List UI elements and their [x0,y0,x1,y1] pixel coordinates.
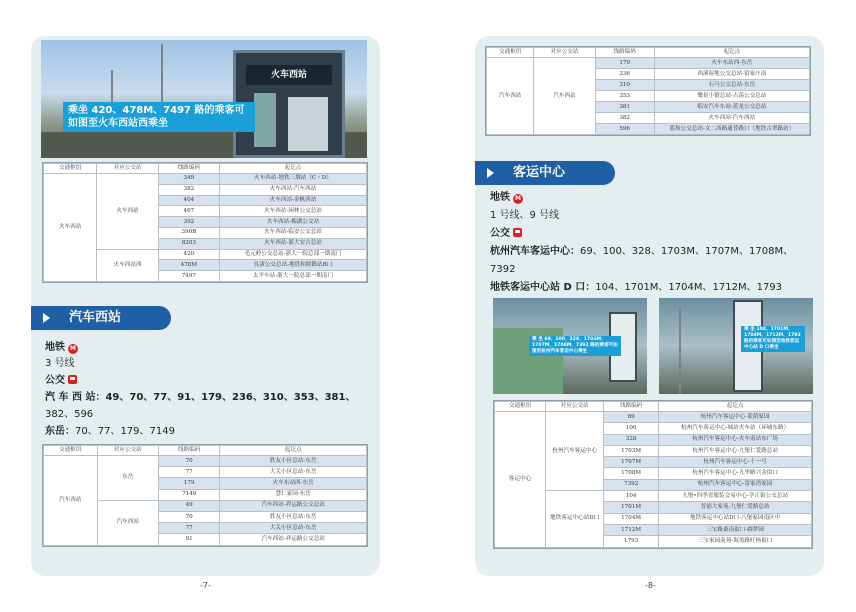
table-header: 线路编码 [604,402,659,412]
bus-line-2: 7392 [490,264,516,275]
stop-cell: 火车西站西 [97,249,158,281]
route-endpoints: 普德大家苑-九堡仁爱路总站 [659,502,812,513]
photo-caption: 乘坐 420、478M、7497 路的乘客可如图至火车西站西乘坐 [63,102,255,132]
route-endpoints: 太平车站-浙大一院总部一期南门 [220,271,367,282]
bus-west-route-table [42,444,368,547]
route-endpoints: 地铁客运中心站D口-八堡家园南区中 [659,513,812,524]
route-number: 478M [158,260,219,271]
passenger-center-route-table [493,400,813,549]
table-header: 线路编码 [158,164,219,174]
route-number: 7149 [159,489,220,500]
metro-icon: M [68,344,78,354]
bus-line-3: 地铁客运中心站 D 口：104、1701M、1704M、1712M、1793 [490,282,783,293]
table-row [44,174,367,185]
route-number: 392 [158,217,219,228]
metro-lines: 3 号线 [45,358,75,369]
route-endpoints: 火车西站-闲林公交总站 [220,206,367,217]
route-endpoints: 石马公交总站-东岳 [654,80,809,91]
route-number: 8203 [158,238,219,249]
section-header-passenger-center [475,161,615,185]
route-number: 596 [595,124,654,135]
route-number: 236 [595,69,654,80]
bus-line-1: 汽 车 西 站：49、70、77、91、179、236、310、353、381、 [45,392,356,403]
shelter-sign: 火车西站 [246,65,332,85]
route-endpoints: 火车东站西-东岳 [654,58,809,69]
passenger-center-photo-1 [493,298,647,394]
bus-line-2: 382、596 [45,409,94,420]
route-endpoints: 火车西站-汽车西站 [220,184,367,195]
section-title: 汽车西站 [69,310,122,325]
table-header: 交通枢纽 [487,48,534,58]
bus-line-1: 杭州汽车客运中心：69、100、328、1703M、1707M、1708M、 [490,246,794,257]
route-endpoints: 大关小区总站-东岳 [220,523,367,534]
route-endpoints: 杭州汽车客运中心-九堡仁爱路总站 [659,445,812,456]
table-header: 交通枢纽 [44,164,97,174]
table-header: 起讫点 [220,164,367,174]
table-header: 线路编码 [595,48,654,58]
route-endpoints: 西溪湿地公交总站-留家庄南 [654,69,809,80]
table-row [44,456,367,467]
route-number: 100 [604,423,659,434]
route-number: 1712M [604,524,659,535]
route-endpoints: 汽车西站-祥运路公交总站 [220,500,367,511]
route-number: 1793 [604,536,659,547]
stop-cell: 汽车西站 [97,500,158,545]
route-endpoints: 慧仁家园-东岳 [220,489,367,500]
metro-label: 地铁 M [45,340,78,355]
route-endpoints: 杭州汽车客运中心-城站火车站（环城东路） [659,423,812,434]
route-number: 1703M [604,445,659,456]
route-endpoints: 杭州汽车客运中心-十一号 [659,457,812,468]
hub-cell: 汽车西站 [487,58,534,135]
route-number: 1708M [604,468,659,479]
stop-cell: 汽车西站 [534,58,595,135]
route-endpoints: 三宝路桑南街口-圆梦园 [659,524,812,535]
route-endpoints: 胜友小区总站-东岳 [220,511,367,522]
route-endpoints: 篮和公交总站-文二西路通普路口（地铁古翠路站） [654,124,809,135]
route-endpoints: 火车西站-浙大安吉总站 [220,238,367,249]
route-number: 104 [604,491,659,502]
photo2-caption: 乘 坐 104、1701M、1704M、1712M、1793 路的乘客可如图至地铁客运中心站 D 口乘坐 [741,326,805,352]
table-header: 对应公交站 [97,164,158,174]
route-number: 404 [158,195,219,206]
page-number-right: -8- [645,581,656,590]
stop-cell: 火车西站 [97,174,158,250]
hub-cell: 汽车西站 [44,456,98,546]
bus-icon [68,375,77,384]
route-endpoints: 杭州汽车客运中心-九华路兴金街口 [659,468,812,479]
bus-icon [513,228,522,237]
metro-label: 地铁 M [490,190,523,205]
bus-label: 公交 [45,373,77,388]
page-number-left: -7- [200,581,211,590]
route-number: 381 [595,102,654,113]
bus-shelter-photo [41,40,367,158]
route-endpoints: 火车西站-楣湖公交站 [220,217,367,228]
route-number: 349 [158,174,219,185]
route-endpoints: 火车东站西-东岳 [220,478,367,489]
route-number: 467 [158,206,219,217]
triangle-icon [43,313,50,323]
route-endpoints: 胜友小区总站-东岳 [220,456,367,467]
route-number: 91 [159,534,220,545]
route-endpoints: 杭州汽车客运中心-蒙荫家园 [659,412,812,423]
west-station-route-table [42,162,368,283]
bus-line-3: 东岳：70、77、179、7149 [45,426,175,437]
table-header: 起讫点 [659,402,812,412]
table-header: 对应公交站 [534,48,595,58]
route-number: 7497 [158,271,219,282]
triangle-icon [487,168,494,178]
route-number: 70 [159,456,220,467]
metro-lines: 1 号线、9 号线 [490,210,560,221]
route-number: 179 [159,478,220,489]
route-number: 382 [595,113,654,124]
route-number: 310 [595,80,654,91]
bus-label: 公交 [490,226,522,241]
route-number: 77 [159,523,220,534]
left-page [31,36,380,576]
route-number: 382 [158,184,219,195]
table-header: 对应公交站 [97,446,158,456]
route-number: 69 [604,412,659,423]
photo1-caption: 乘 坐 69、100、328、1703M、1707M、1708M、7392 路的乘客可如图至杭州汽车客运中心乘坐 [529,336,621,356]
route-number: 390B [158,227,219,238]
section-title: 客运中心 [513,165,566,180]
route-endpoints: 九堡•四季青服装交易中心-学正街公交总站 [659,491,812,502]
route-number: 1704M [604,513,659,524]
route-number: 7392 [604,479,659,490]
table-header: 交通枢纽 [495,402,546,412]
table-header: 起讫点 [220,446,367,456]
bus-west-route-table-continued [485,46,811,136]
table-header: 线路编码 [159,446,220,456]
table-row [487,58,810,69]
route-number: 77 [159,467,220,478]
route-number: 1707M [604,457,659,468]
route-endpoints: 毛元岭公交总站-浙大一院总部一期南门 [220,249,367,260]
route-endpoints: 火车西站-临安公交总站 [220,227,367,238]
route-endpoints: 大关小区总站-东岳 [220,467,367,478]
hub-cell: 火车西站 [44,174,97,282]
route-endpoints: 良渚公交总站-地铁和睦路站B口 [220,260,367,271]
table-header: 起讫点 [654,48,809,58]
table-row [495,412,812,423]
route-endpoints: 三宝家园南苑-海盈路旺杨街口 [659,536,812,547]
passenger-center-photo-2 [659,298,813,394]
route-endpoints: 杭州汽车客运中心-雷家湾家园 [659,479,812,490]
hub-cell: 客运中心 [495,412,546,548]
table-header: 交通枢纽 [44,446,98,456]
stop-cell: 地铁客运中心站D口 [546,491,604,547]
route-endpoints: 汽车西站-祥运路公交总站 [220,534,367,545]
stop-cell: 杭州汽车客运中心 [546,412,604,491]
route-endpoints: 火车西站-地铁三墩站（C・D） [220,174,367,185]
route-number: 420 [158,249,219,260]
route-number: 70 [159,511,220,522]
route-endpoints: 杭州汽车客运中心-火车南站东广场 [659,434,812,445]
right-page [475,36,824,576]
table-header: 对应公交站 [546,402,604,412]
route-endpoints: 樂景小镇总站-古荡公交总站 [654,91,809,102]
stop-cell: 东岳 [97,456,158,501]
section-header-bus-west [31,306,171,330]
metro-icon: M [513,194,523,204]
route-endpoints: 火车西站-金帆西站 [220,195,367,206]
route-endpoints: 火车西站-汽车西站 [654,113,809,124]
route-endpoints: 临安汽车东站-黄龙公交总站 [654,102,809,113]
route-number: 49 [159,500,220,511]
route-number: 328 [604,434,659,445]
route-number: 179 [595,58,654,69]
route-number: 353 [595,91,654,102]
route-number: 1701M [604,502,659,513]
